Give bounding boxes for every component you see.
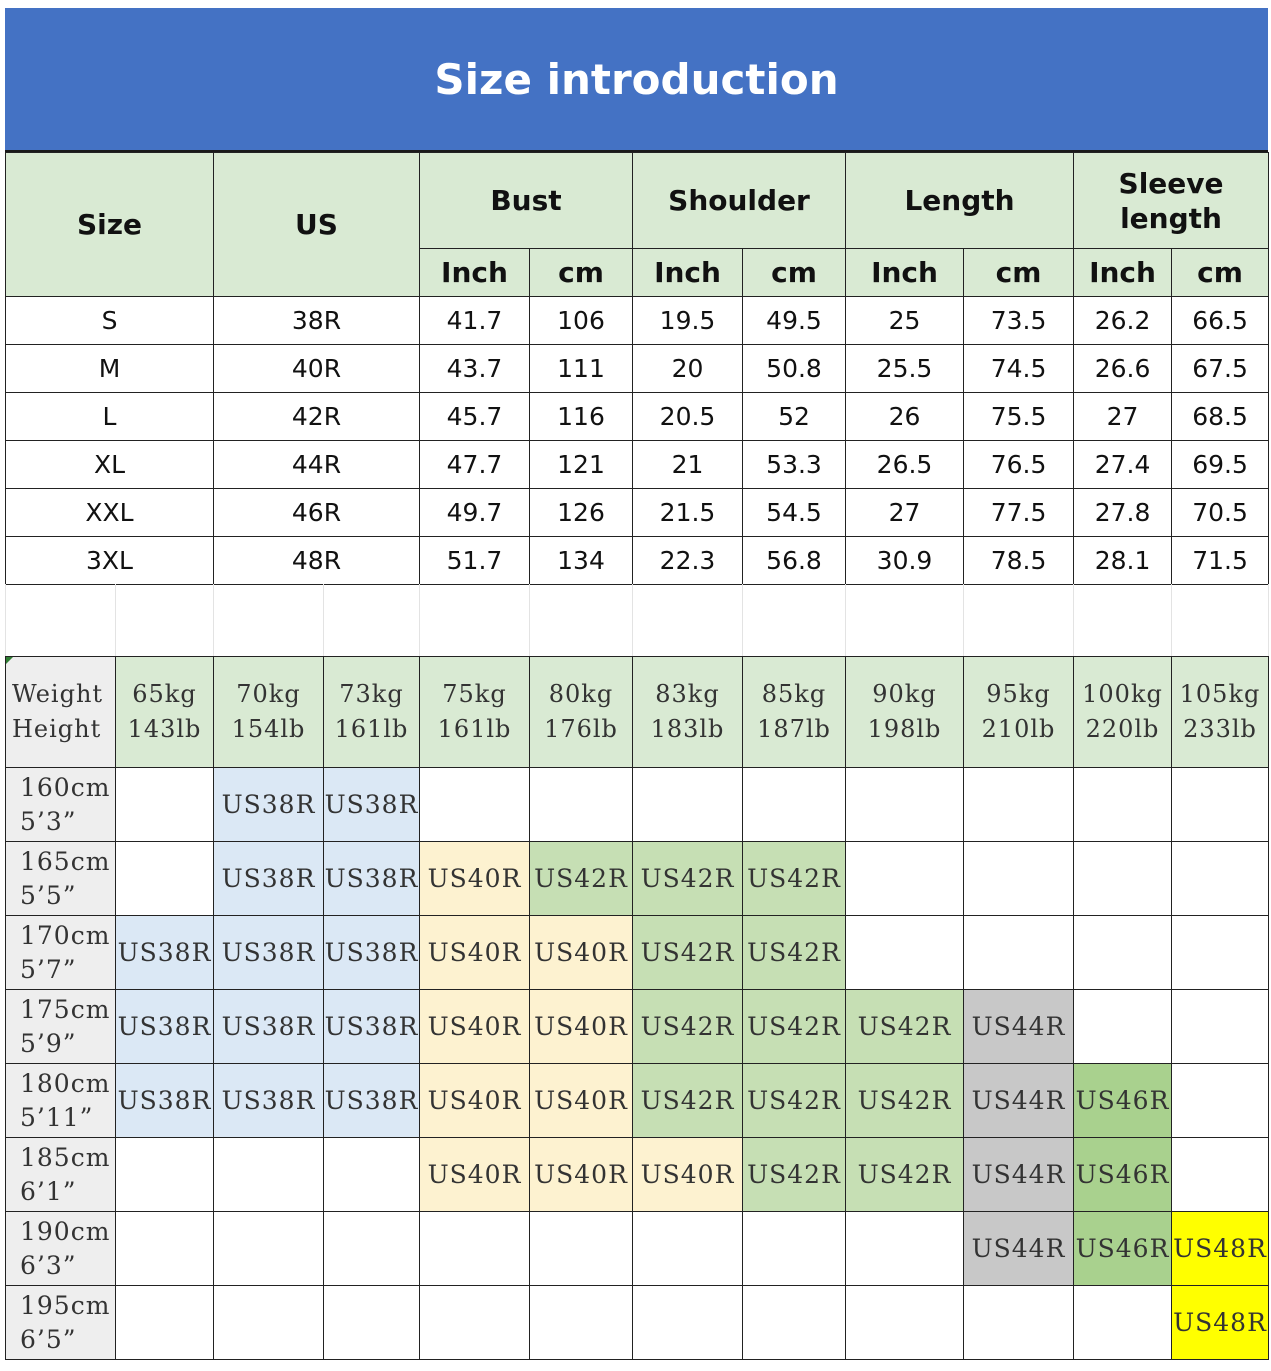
size-cell: 48R	[214, 537, 420, 585]
size-cell: 25.5	[846, 345, 964, 393]
size-recommendation-cell	[846, 768, 964, 842]
size-cell: 76.5	[964, 441, 1074, 489]
weight-kg: 70kg	[236, 680, 301, 709]
size-cell: 51.7	[420, 537, 530, 585]
weight-kg: 73kg	[339, 680, 404, 709]
size-cell: 41.7	[420, 297, 530, 345]
size-measurement-table	[5, 152, 1269, 585]
weight-header	[964, 657, 1074, 768]
size-row	[6, 537, 1269, 585]
size-recommendation-cell	[116, 1286, 214, 1360]
size-recommendation-cell	[1074, 768, 1172, 842]
height-cm: 185cm	[20, 1142, 111, 1172]
size-cell: 27.4	[1074, 441, 1172, 489]
height-row	[6, 1064, 1269, 1138]
height-row	[6, 1212, 1269, 1286]
weight-header	[116, 657, 214, 768]
height-cm: 175cm	[20, 994, 111, 1024]
size-recommendation-cell: US38R	[214, 768, 324, 842]
size-recommendation-cell: US44R	[964, 1064, 1074, 1138]
weight-kg: 100kg	[1082, 680, 1163, 709]
weight-lb: 187lb	[757, 715, 831, 743]
size-recommendation-cell	[530, 768, 633, 842]
weight-header	[633, 657, 743, 768]
size-cell: S	[6, 297, 214, 345]
height-header	[6, 768, 116, 842]
height-header	[6, 990, 116, 1064]
size-recommendation-cell: US42R	[846, 1064, 964, 1138]
size-cell: 21	[633, 441, 743, 489]
size-recommendation-cell	[1172, 1138, 1269, 1212]
size-recommendation-cell: US44R	[964, 990, 1074, 1064]
size-recommendation-cell: US42R	[846, 1138, 964, 1212]
size-cell: M	[6, 345, 214, 393]
size-recommendation-cell	[743, 1286, 846, 1360]
size-cell: 68.5	[1172, 393, 1269, 441]
size-row	[6, 345, 1269, 393]
size-recommendation-cell: US38R	[214, 842, 324, 916]
size-recommendation-cell: US42R	[633, 990, 743, 1064]
size-cell: 78.5	[964, 537, 1074, 585]
size-recommendation-cell: US40R	[420, 1138, 530, 1212]
guide-table-body	[6, 768, 1269, 1360]
size-cell: 71.5	[1172, 537, 1269, 585]
size-cell: 25	[846, 297, 964, 345]
size-recommendation-cell: US38R	[116, 916, 214, 990]
size-cell: 27	[846, 489, 964, 537]
subheader-bust-inch: Inch	[420, 249, 530, 297]
subheader-sleeve-inch: Inch	[1074, 249, 1172, 297]
size-cell: 106	[530, 297, 633, 345]
height-header	[6, 1212, 116, 1286]
size-recommendation-cell: US38R	[324, 990, 420, 1064]
size-recommendation-cell	[846, 1212, 964, 1286]
size-cell: 26.5	[846, 441, 964, 489]
subheader-shoulder-inch: Inch	[633, 249, 743, 297]
height-row	[6, 990, 1269, 1064]
height-cm: 195cm	[20, 1290, 111, 1320]
size-recommendation-cell: US46R	[1074, 1138, 1172, 1212]
size-cell: 20.5	[633, 393, 743, 441]
size-recommendation-cell: US44R	[964, 1212, 1074, 1286]
size-cell: 52	[743, 393, 846, 441]
size-cell: 42R	[214, 393, 420, 441]
header-length: Length	[846, 153, 1074, 249]
size-recommendation-cell: US40R	[420, 990, 530, 1064]
size-cell: 50.8	[743, 345, 846, 393]
size-cell: 28.1	[1074, 537, 1172, 585]
height-cm: 165cm	[20, 846, 111, 876]
size-recommendation-cell	[530, 1212, 633, 1286]
weight-header	[1074, 657, 1172, 768]
weight-kg: 90kg	[872, 680, 937, 709]
weight-header	[214, 657, 324, 768]
height-ft: 5’5”	[20, 880, 77, 910]
size-recommendation-cell: US40R	[530, 990, 633, 1064]
size-cell: 43.7	[420, 345, 530, 393]
size-recommendation-cell	[324, 1138, 420, 1212]
size-cell: XL	[6, 441, 214, 489]
weight-kg: 83kg	[655, 680, 720, 709]
weight-header	[846, 657, 964, 768]
title-banner	[5, 8, 1268, 152]
weight-lb: 161lb	[437, 715, 512, 743]
height-ft: 6’1”	[20, 1176, 77, 1206]
height-header	[6, 1064, 116, 1138]
size-cell: 53.3	[743, 441, 846, 489]
size-recommendation-cell	[964, 1286, 1074, 1360]
height-row	[6, 916, 1269, 990]
size-recommendation-cell	[846, 842, 964, 916]
size-recommendation-cell	[1172, 768, 1269, 842]
size-cell: 77.5	[964, 489, 1074, 537]
size-recommendation-cell: US42R	[633, 1064, 743, 1138]
size-cell: 121	[530, 441, 633, 489]
header-shoulder: Shoulder	[633, 153, 846, 249]
weight-kg: 105kg	[1179, 680, 1261, 709]
size-recommendation-cell	[964, 842, 1074, 916]
size-recommendation-cell	[1074, 916, 1172, 990]
size-recommendation-cell	[743, 1212, 846, 1286]
size-recommendation-cell	[1172, 990, 1269, 1064]
size-table-body	[6, 297, 1269, 585]
weight-lb: 210lb	[981, 715, 1056, 743]
header-size: Size	[6, 153, 214, 297]
size-recommendation-cell: US38R	[214, 1064, 324, 1138]
height-cm: 190cm	[20, 1216, 111, 1246]
weight-lb: 183lb	[650, 715, 725, 743]
size-recommendation-cell: US40R	[420, 842, 530, 916]
height-ft: 5’3”	[20, 806, 77, 836]
size-recommendation-cell: US48R	[1172, 1286, 1269, 1360]
size-cell: 49.5	[743, 297, 846, 345]
size-recommendation-cell	[846, 916, 964, 990]
size-recommendation-cell: US42R	[633, 916, 743, 990]
size-recommendation-cell: US40R	[420, 916, 530, 990]
height-header	[6, 1138, 116, 1212]
size-recommendation-cell	[846, 1286, 964, 1360]
height-ft: 5’9”	[20, 1028, 77, 1058]
size-recommendation-cell: US42R	[743, 1138, 846, 1212]
size-cell: 20	[633, 345, 743, 393]
subheader-sleeve-cm: cm	[1172, 249, 1269, 297]
size-cell: 111	[530, 345, 633, 393]
size-recommendation-cell	[1172, 842, 1269, 916]
size-row	[6, 297, 1269, 345]
size-cell: 19.5	[633, 297, 743, 345]
height-cm: 180cm	[20, 1068, 111, 1098]
size-cell: 70.5	[1172, 489, 1269, 537]
size-cell: XXL	[6, 489, 214, 537]
size-recommendation-cell	[324, 1286, 420, 1360]
size-recommendation-cell	[214, 1286, 324, 1360]
size-recommendation-cell: US38R	[116, 990, 214, 1064]
size-recommendation-cell	[420, 768, 530, 842]
size-row	[6, 489, 1269, 537]
size-recommendation-cell: US42R	[743, 990, 846, 1064]
size-cell: 66.5	[1172, 297, 1269, 345]
size-recommendation-cell	[1172, 916, 1269, 990]
weight-header	[324, 657, 420, 768]
size-cell: 26.6	[1074, 345, 1172, 393]
size-recommendation-cell	[743, 768, 846, 842]
size-cell: 69.5	[1172, 441, 1269, 489]
subheader-shoulder-cm: cm	[743, 249, 846, 297]
size-recommendation-cell	[1074, 990, 1172, 1064]
size-cell: 26.2	[1074, 297, 1172, 345]
size-cell: 134	[530, 537, 633, 585]
weight-lb: 233lb	[1183, 715, 1257, 743]
height-axis-label: Height	[12, 715, 102, 743]
size-cell: 30.9	[846, 537, 964, 585]
size-recommendation-cell: US42R	[743, 842, 846, 916]
size-recommendation-cell: US48R	[1172, 1212, 1269, 1286]
size-cell: 27	[1074, 393, 1172, 441]
size-cell: 74.5	[964, 345, 1074, 393]
size-cell: 46R	[214, 489, 420, 537]
subheader-bust-cm: cm	[530, 249, 633, 297]
size-recommendation-cell	[964, 768, 1074, 842]
size-cell: 27.8	[1074, 489, 1172, 537]
size-recommendation-cell	[116, 1138, 214, 1212]
size-cell: L	[6, 393, 214, 441]
header-us: US	[214, 153, 420, 297]
size-cell: 40R	[214, 345, 420, 393]
weight-header	[530, 657, 633, 768]
height-weight-size-guide	[5, 656, 1269, 1360]
weight-lb: 198lb	[867, 715, 942, 743]
size-recommendation-cell	[116, 842, 214, 916]
size-recommendation-cell	[116, 768, 214, 842]
height-cm: 170cm	[20, 920, 111, 950]
weight-lb: 161lb	[334, 715, 409, 743]
weight-lb: 176lb	[544, 715, 618, 743]
height-ft: 6’5”	[20, 1324, 77, 1354]
subheader-length-inch: Inch	[846, 249, 964, 297]
size-cell: 116	[530, 393, 633, 441]
size-recommendation-cell: US38R	[214, 990, 324, 1064]
size-row	[6, 393, 1269, 441]
weight-kg: 85kg	[761, 680, 827, 709]
weight-kg: 65kg	[132, 680, 197, 709]
weight-lb: 154lb	[231, 715, 306, 743]
size-recommendation-cell: US38R	[116, 1064, 214, 1138]
size-recommendation-cell	[214, 1212, 324, 1286]
size-cell: 126	[530, 489, 633, 537]
size-row	[6, 441, 1269, 489]
height-header	[6, 842, 116, 916]
height-ft: 6’3”	[20, 1250, 77, 1280]
size-cell: 47.7	[420, 441, 530, 489]
height-cm: 160cm	[20, 772, 111, 802]
size-cell: 26	[846, 393, 964, 441]
size-recommendation-cell	[530, 1286, 633, 1360]
size-cell: 56.8	[743, 537, 846, 585]
weight-header	[743, 657, 846, 768]
weight-axis-label: Weight	[12, 680, 104, 709]
table-spacer	[5, 584, 1269, 656]
size-cell: 44R	[214, 441, 420, 489]
height-ft: 5’7”	[20, 954, 77, 984]
size-recommendation-cell	[964, 916, 1074, 990]
size-recommendation-cell: US38R	[324, 916, 420, 990]
weight-header	[1172, 657, 1269, 768]
size-recommendation-cell	[1172, 1064, 1269, 1138]
size-recommendation-cell: US38R	[214, 916, 324, 990]
size-recommendation-cell	[1074, 1286, 1172, 1360]
size-recommendation-cell: US46R	[1074, 1064, 1172, 1138]
size-recommendation-cell	[633, 768, 743, 842]
size-recommendation-cell	[633, 1286, 743, 1360]
size-cell: 54.5	[743, 489, 846, 537]
weight-kg: 75kg	[442, 680, 507, 709]
weight-kg: 95kg	[986, 680, 1051, 709]
weight-lb: 143lb	[127, 715, 202, 743]
header-bust: Bust	[420, 153, 633, 249]
height-header	[6, 1286, 116, 1360]
height-row	[6, 768, 1269, 842]
size-cell: 49.7	[420, 489, 530, 537]
size-recommendation-cell: US44R	[964, 1138, 1074, 1212]
size-recommendation-cell	[324, 1212, 420, 1286]
size-recommendation-cell: US42R	[743, 916, 846, 990]
size-recommendation-cell: US38R	[324, 768, 420, 842]
header-sleeve-length: Sleeve length	[1074, 153, 1269, 249]
size-recommendation-cell: US40R	[633, 1138, 743, 1212]
size-recommendation-cell	[1074, 842, 1172, 916]
size-recommendation-cell	[214, 1138, 324, 1212]
weight-lb: 220lb	[1085, 715, 1160, 743]
size-recommendation-cell	[633, 1212, 743, 1286]
size-recommendation-cell: US42R	[633, 842, 743, 916]
size-cell: 38R	[214, 297, 420, 345]
page-title: Size introduction	[434, 54, 839, 104]
weight-height-corner	[6, 657, 116, 768]
height-row	[6, 1138, 1269, 1212]
height-row	[6, 842, 1269, 916]
size-recommendation-cell: US42R	[530, 842, 633, 916]
size-recommendation-cell: US38R	[324, 1064, 420, 1138]
size-recommendation-cell: US38R	[324, 842, 420, 916]
size-recommendation-cell: US40R	[530, 1064, 633, 1138]
height-ft: 5’11”	[20, 1102, 94, 1132]
size-cell: 45.7	[420, 393, 530, 441]
size-recommendation-cell	[420, 1286, 530, 1360]
size-cell: 3XL	[6, 537, 214, 585]
weight-header	[420, 657, 530, 768]
size-recommendation-cell: US40R	[420, 1064, 530, 1138]
size-recommendation-cell: US42R	[846, 990, 964, 1064]
size-recommendation-cell	[116, 1212, 214, 1286]
size-recommendation-cell: US46R	[1074, 1212, 1172, 1286]
size-cell: 21.5	[633, 489, 743, 537]
size-recommendation-cell: US42R	[743, 1064, 846, 1138]
size-cell: 75.5	[964, 393, 1074, 441]
size-cell: 67.5	[1172, 345, 1269, 393]
size-cell: 73.5	[964, 297, 1074, 345]
subheader-length-cm: cm	[964, 249, 1074, 297]
height-header	[6, 916, 116, 990]
size-cell: 22.3	[633, 537, 743, 585]
weight-kg: 80kg	[548, 680, 614, 709]
size-recommendation-cell: US40R	[530, 916, 633, 990]
height-row	[6, 1286, 1269, 1360]
size-recommendation-cell	[420, 1212, 530, 1286]
size-recommendation-cell: US40R	[530, 1138, 633, 1212]
